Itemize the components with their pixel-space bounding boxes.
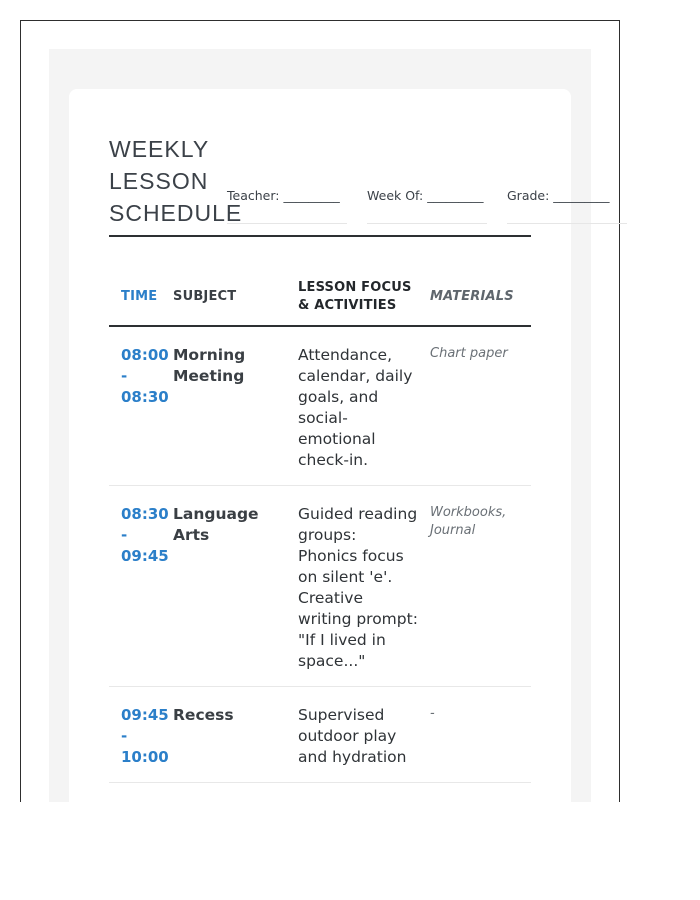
document-frame bbox=[20, 20, 620, 802]
time-start: 09:45 bbox=[121, 706, 169, 724]
materials-cell: Workbooks, Journal bbox=[430, 505, 507, 538]
time-start: 08:30 bbox=[121, 505, 169, 523]
week-of-field[interactable]: Week Of: _________ bbox=[367, 185, 487, 224]
title-line: WEEKLY bbox=[109, 136, 210, 162]
subject-cell: Recess bbox=[173, 706, 234, 724]
table-header-row bbox=[109, 269, 531, 327]
column-header-focus: LESSON FOCUS & ACTIVITIES bbox=[298, 280, 412, 313]
title-line: LESSON bbox=[109, 168, 209, 194]
time-end: 08:30 bbox=[121, 388, 169, 406]
time-start: 08:00 bbox=[121, 346, 169, 364]
time-end: 10:00 bbox=[121, 748, 169, 766]
table-row bbox=[109, 486, 531, 687]
teacher-field[interactable]: Teacher: _________ bbox=[227, 185, 347, 224]
subject-cell: Language Arts bbox=[173, 505, 259, 544]
column-header-materials: MATERIALS bbox=[430, 289, 514, 304]
focus-cell: Guided reading groups: Phonics focus on silent 'e'. Creative writing prompt: "If I lived in space..." bbox=[298, 505, 418, 670]
schedule-header bbox=[109, 133, 610, 237]
time-separator: - bbox=[121, 526, 128, 544]
time-cell bbox=[109, 705, 173, 768]
focus-cell: Supervised outdoor play and hydration bbox=[298, 706, 407, 766]
schedule-card bbox=[69, 89, 610, 802]
materials-cell: - bbox=[430, 706, 435, 721]
time-end: 09:45 bbox=[121, 547, 169, 565]
grade-field[interactable]: Grade: _________ bbox=[507, 185, 627, 224]
table-row bbox=[109, 327, 531, 486]
title-line: SCHEDULE bbox=[109, 200, 243, 226]
meta-fields bbox=[227, 185, 627, 224]
background-panel bbox=[49, 49, 610, 802]
page-title bbox=[109, 133, 243, 229]
column-header-time: TIME bbox=[121, 289, 158, 304]
time-separator: - bbox=[121, 727, 128, 745]
time-cell bbox=[109, 504, 173, 567]
time-separator: - bbox=[121, 367, 128, 385]
column-header-subject: SUBJECT bbox=[173, 289, 237, 304]
schedule-table bbox=[109, 269, 531, 783]
focus-cell: Attendance, calendar, daily goals, and social-emotional check-in. bbox=[298, 346, 413, 469]
table-row bbox=[109, 687, 531, 783]
subject-cell: Morning Meeting bbox=[173, 346, 246, 385]
materials-cell: Chart paper bbox=[430, 346, 508, 361]
time-cell bbox=[109, 345, 173, 408]
